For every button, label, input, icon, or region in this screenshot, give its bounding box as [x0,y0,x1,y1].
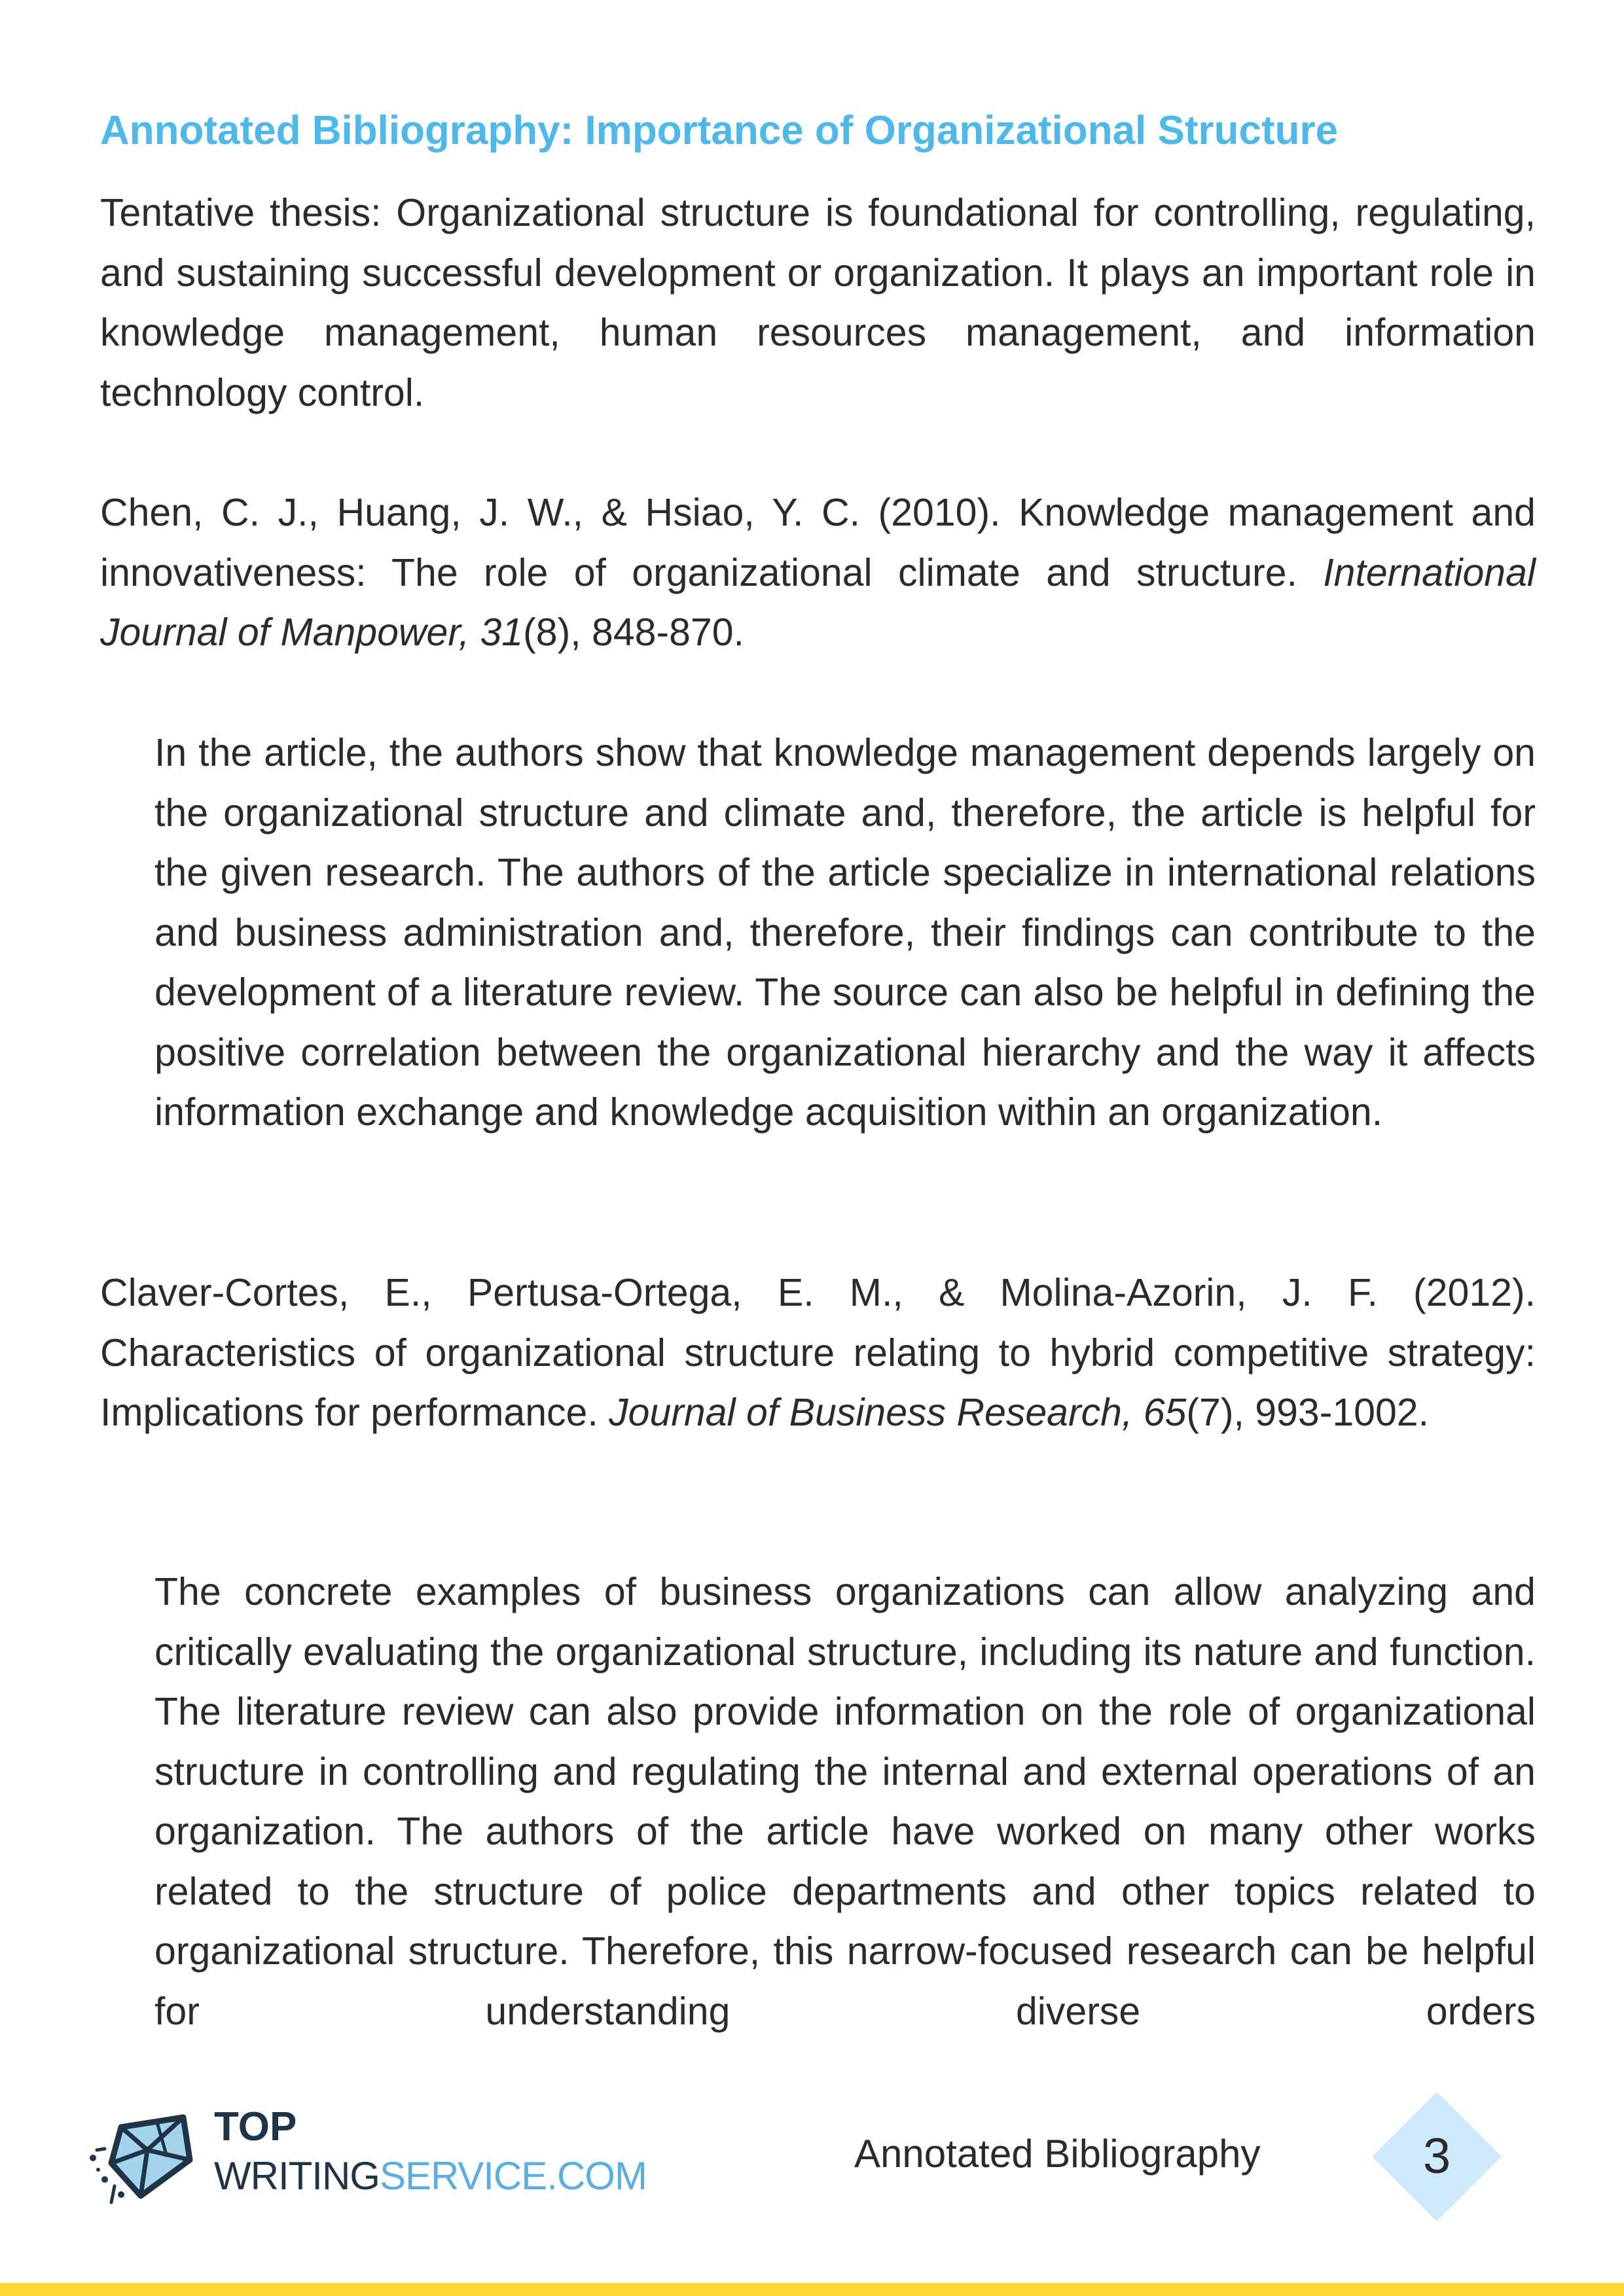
footer-document-label: Annotated Bibliography [854,2132,1261,2176]
logo-text-writing: WRITING [214,2154,380,2198]
page-number-badge [1371,2091,1502,2222]
reference-1-details: (8), 848-870. [523,611,744,654]
logo-text-top: TOP [214,2104,297,2149]
logo-text-bottom [214,2153,647,2199]
logo-text-service: SERVICE.COM [379,2154,647,2198]
page-number: 3 [1422,2128,1451,2184]
document-title: Annotated Bibliography: Importance of Organizational Structure [100,108,1339,153]
reference-1-journal: International Journal of Manpower, 31 [100,550,1536,654]
footer-accent-bar [0,2283,1624,2296]
tentative-thesis: Tentative thesis: Organizational structure is foundational for controlling, regulating, and sustaining successful development or organization. It plays an important role in knowledge management, human resources management, and information technology control. [100,191,1536,414]
reference-1-annotation: In the article, the authors show that knowledge management depends largely on the organizational structure and climate and, therefore, the article is helpful for the given research. The authors of the article specialize in international relations and business administration and, therefore, their findings can contribute to the development of a literature review. The source can also be helpful in defining the positive correlation between the organizational hierarchy and the way it affects information exchange and knowledge acquisition within an organization. [154,731,1536,1134]
reference-2 [100,1263,1536,1443]
reference-1 [100,483,1536,663]
reference-1-citation: Chen, C. J., Huang, J. W., & Hsiao, Y. C. (2010). Knowledge management and innovativeness: The role of organizational climate and structure. [100,491,1536,594]
reference-2-citation: Claver-Cortes, E., Pertusa-Ortega, E. M., & Molina-Azorin, J. F. (2012). Characteristics of organizational structure relating to hybrid competitive strategy: Implications for performance. [100,1271,1536,1434]
reference-2-details: (7), 993-1002. [1186,1391,1429,1434]
company-logo [85,2098,674,2209]
reference-2-annotation: The concrete examples of business organizations can allow analyzing and critically evaluating the organizational structure, including its nature and function. The literature review can also provide information on the role of organizational structure in controlling and regulating the internal and external operations of an organization. The authors of the article have worked on many other works related to the structure of police departments and other topics related to organizational structure. Therefore, this narrow-focused research can be helpful for understanding diverse orders [154,1570,1536,2033]
reference-2-journal: Journal of Business Research, 65 [609,1391,1187,1434]
diamond-logo-icon [85,2098,196,2209]
